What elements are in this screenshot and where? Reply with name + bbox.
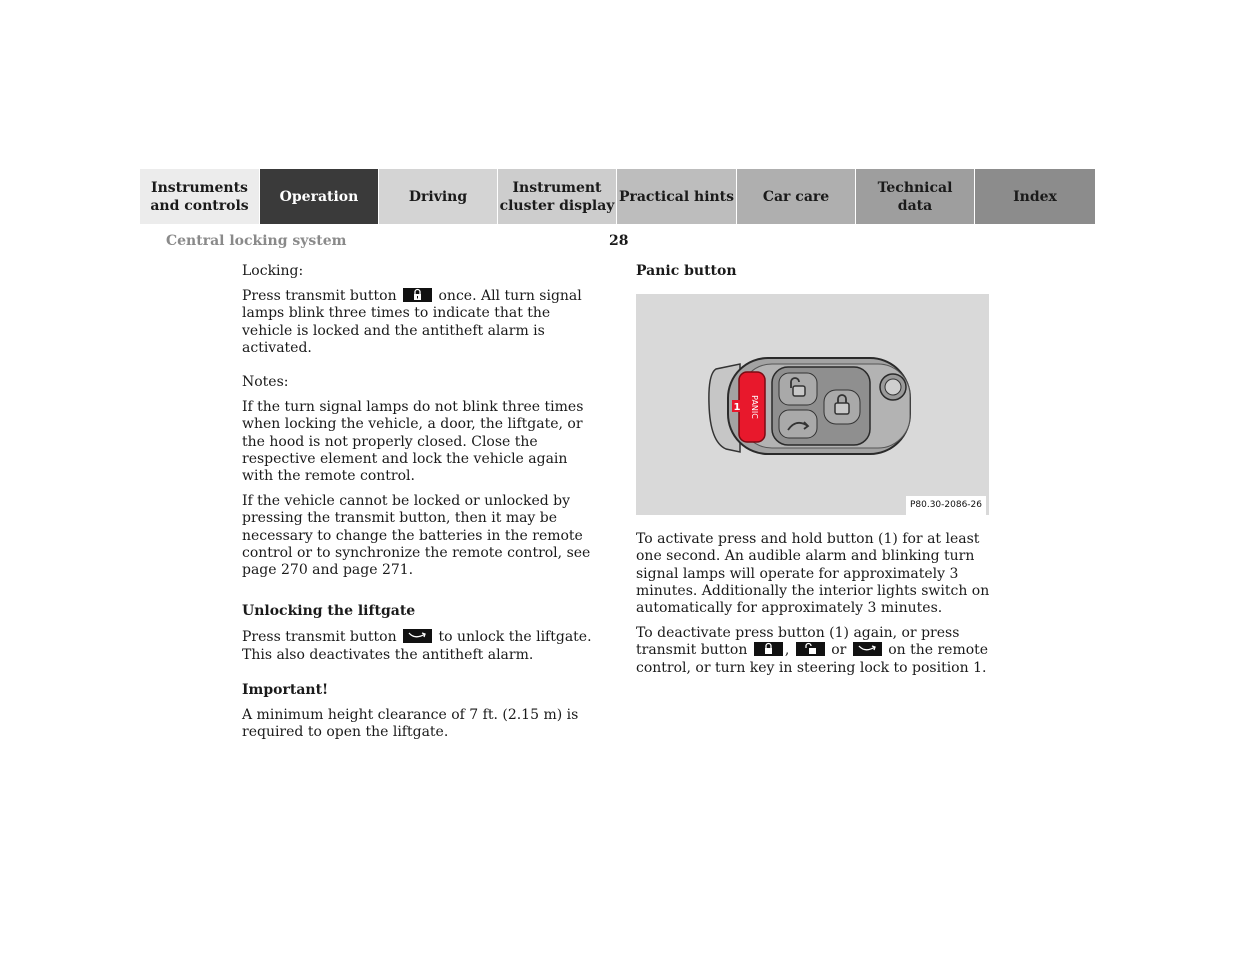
note-1: If the turn signal lamps do not blink three times when locking the vehicle, a door, the liftgate, or the hood is not properly closed. Close the respective element and lock the vehicle again with the remote control.: [242, 399, 584, 485]
text: Press transmit button: [242, 629, 397, 646]
tab-label: Operation: [279, 188, 359, 205]
tab-label: Practical hints: [618, 188, 735, 205]
tab-instrument-cluster-display[interactable]: [498, 169, 617, 224]
tab-index[interactable]: [975, 169, 1095, 224]
text: ,: [784, 642, 790, 659]
text: once. All turn signal lamps blink three times to indicate that the vehicle is locked and the antitheft alarm is activated.: [242, 288, 582, 356]
tab-label: Car care: [762, 188, 830, 205]
tab-label: Instrument cluster display: [499, 179, 615, 214]
locking-paragraph: [242, 288, 602, 357]
text: or: [831, 642, 847, 659]
important-heading: Important!: [242, 681, 329, 698]
remote-key-illustration: [636, 294, 989, 515]
deactivate-paragraph: [636, 625, 992, 677]
liftgate-button-icon: [403, 629, 432, 643]
text: Press transmit button: [242, 288, 397, 305]
left-column: [242, 263, 602, 741]
tab-label: Instruments and controls: [150, 179, 249, 214]
panic-label: PANIC: [750, 395, 759, 420]
right-column: [636, 263, 992, 677]
page-number: 28: [609, 233, 629, 249]
unlock-button-icon: [796, 642, 825, 656]
tab-technical-data[interactable]: [856, 169, 975, 224]
unlock-liftgate-heading: Unlocking the liftgate: [242, 603, 416, 620]
activate-paragraph: To activate press and hold button (1) for at least one second. An audible alarm and blinking turn signal lamps will operate for approximately 3 minutes. Additionally the interior lights switch on automatically for approximately 3 minutes.: [636, 531, 990, 617]
tab-label: Index: [1013, 188, 1057, 205]
text: to unlock the liftgate. This also deactivates the antitheft alarm.: [242, 629, 592, 663]
note-2: If the vehicle cannot be locked or unlocked by pressing the transmit button, then it may be necessary to change the batteries in the remote control or to synchronize the remote control, see page 270 and page 271.: [242, 493, 591, 579]
lock-button-icon: [754, 642, 783, 656]
callout-1: 1: [733, 402, 741, 414]
tab-operation[interactable]: [260, 169, 379, 224]
text: To deactivate press button (1) again, or press transmit button: [636, 625, 960, 659]
notes-label: Notes:: [242, 374, 289, 391]
text: on the remote control, or turn key in steering lock to position 1.: [636, 642, 989, 676]
panic-button-heading: Panic button: [636, 263, 737, 279]
liftgate-button-icon: [853, 642, 882, 656]
tab-driving[interactable]: [379, 169, 498, 224]
lock-button-icon: [403, 288, 432, 302]
figure-code: P80.30-2086-26: [906, 496, 986, 515]
unlock-liftgate-paragraph: [242, 629, 602, 663]
tab-label: Driving: [408, 188, 468, 205]
section-title: Central locking system: [166, 233, 347, 249]
tab-instruments-and-controls[interactable]: [140, 169, 260, 224]
locking-label: Locking:: [242, 263, 304, 279]
important-text: A minimum height clearance of 7 ft. (2.15 m) is required to open the liftgate.: [242, 707, 579, 741]
remote-control-figure: [636, 294, 989, 515]
tab-practical-hints[interactable]: [617, 169, 737, 224]
tab-label: Technical data: [877, 179, 953, 214]
tab-car-care[interactable]: [737, 169, 856, 224]
chapter-tabs: [140, 169, 1095, 224]
